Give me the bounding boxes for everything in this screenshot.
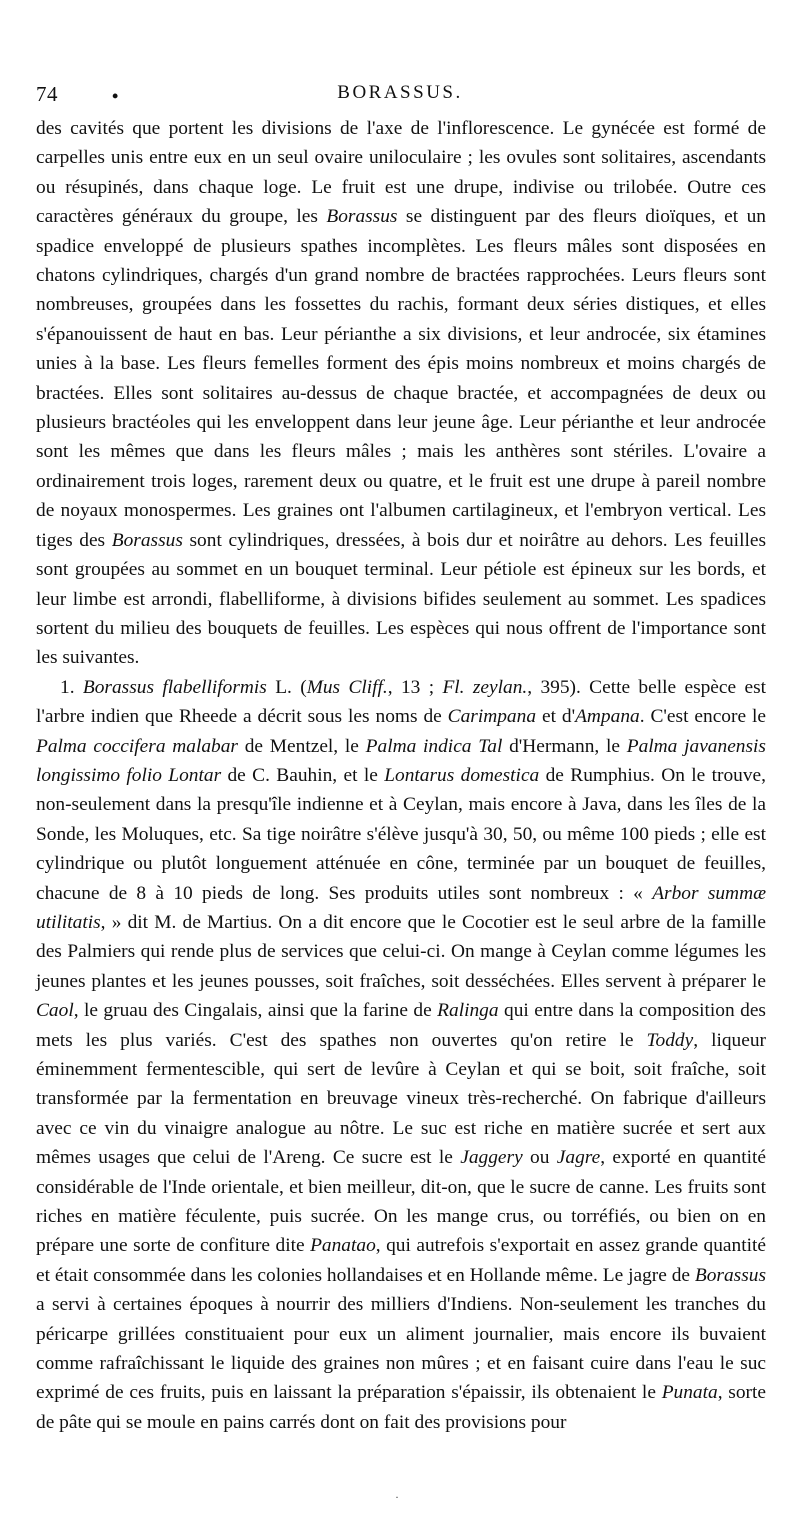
text-run: d'Hermann, le <box>502 735 627 757</box>
text-run: de Rumphius. On le trouve, non-seulement dans la presqu'île indienne et à Ceylan, mais encore à Java, dans les îles de la Sonde, les Moluques, etc. Sa tige noirâtre s'élève jusqu'à 30, 50, ou même 100 pieds ; elle est cylindrique ou plutôt longuement atténuée en cône, terminée par un bouquet de feuilles, chacune de 8 à 10 pieds de long. Ses produits utiles sont nombreux : « <box>36 764 767 904</box>
page-number: 74 <box>36 82 58 106</box>
italic-term: Palma indica Tal <box>365 735 503 757</box>
text-run: , qui autrefois s'exportait en assez grande quantité et était consommée dans les colonies hollandaises et en Hollande même. Le jagre de <box>36 1235 766 1286</box>
print-speck: · <box>395 1490 399 1504</box>
text-run: de Mentzel, le <box>237 735 366 757</box>
italic-term: Palma javanensis longissimo folio Lontar <box>36 735 766 786</box>
italic-term: Jagre <box>556 1147 601 1169</box>
italic-term: Jaggery <box>460 1147 523 1169</box>
text-run: , le gruau des Cingalais, ainsi que la farine de <box>73 1000 438 1022</box>
italic-term: Borassus <box>111 529 183 551</box>
italic-term: Mus Cliff. <box>306 676 388 698</box>
italic-term: Arbor summæ utilitatis <box>36 882 767 933</box>
italic-term: Punata <box>661 1382 718 1404</box>
italic-term: Toddy <box>646 1029 694 1051</box>
text-run: sont cylindriques, dressées, à bois dur et noirâtre au dehors. Les feuilles sont groupées au sommet en un bouquet terminal. Leur pétiole est épineux sur les bords, et leur limbe est arrondi, flabelliforme, à divisions bifides seulement au sommet. Les spadices sortent du milieu des bouquets de feuilles. Les espèces qui nous offrent de l'importance sont les suivantes. <box>36 529 766 669</box>
text-run: , 395). Cette belle espèce est l'arbre indien que Rheede a décrit sous les noms de <box>36 676 767 728</box>
text-run: qui entre dans la composition des mets les plus variés. C'est des spathes non ouvertes qu'on retire le <box>36 1000 766 1051</box>
italic-term: Ampana <box>575 706 640 728</box>
text-run: . C'est encore le <box>639 706 766 728</box>
text-run: , liqueur éminemment fermentescible, qui sert de levûre à Ceylan et qui se boit, soit fraîche, soit transformée par la fermentation en breuvage vineux très-recherché. On fabrique d'ailleurs avec ce vin du vinaigre analogue au nôtre. Le suc est riche en matière sucrée et sert aux mêmes usages que celui de l'Areng. Ce sucre est le <box>36 1029 766 1169</box>
text-run: de C. Bauhin, et le <box>221 764 385 786</box>
italic-term: Ralinga <box>437 1000 499 1022</box>
text-run: , exporté en quantité considérable de l'Inde orientale, et bien meilleur, dit-on, que le sucre de canne. Les fruits sont riches en matière féculente, puis sucrée. On les mange crus, ou torréfiés, ou bien on en prépare une sorte de confiture dite <box>36 1147 767 1257</box>
header-mark: • <box>112 86 119 106</box>
italic-term: Lontarus domestica <box>384 764 540 786</box>
text-run: , sorte de pâte qui se moule en pains carrés dont on fait des provisions pour <box>36 1382 766 1433</box>
italic-term: Fl. zeylan. <box>442 676 528 698</box>
paragraph-borassus-flabelliformis <box>36 673 766 1438</box>
body-text <box>36 114 766 1437</box>
text-run: ou <box>522 1147 557 1169</box>
italic-term: Panatao <box>310 1235 376 1257</box>
text-run: et d' <box>536 706 576 728</box>
page-header <box>36 82 764 112</box>
italic-term: Palma coccifera malabar <box>36 735 238 757</box>
text-run: 1. <box>60 676 83 698</box>
italic-term: Caol <box>36 1000 74 1022</box>
text-run: L. ( <box>266 676 307 698</box>
text-run: se distinguent par des fleurs dioïques, et un spadice enveloppé de plusieurs spathes incomplètes. Les fleurs mâles sont disposées en chatons cylindriques, chargés d'un grand nombre de bractées rapprochées. Leurs fleurs sont nombreuses, groupées dans les fossettes du rachis, formant deux séries distiques, et elles s'épanouissent de haut en bas. Leur périanthe a six divisions, et leur androcée, six étamines unies à la base. Les fleurs femelles forment des épis moins nombreux et moins chargés de bractées. Elles sont solitaires au-dessus de chaque bractée, et accompagnées de deux ou plusieurs bractéoles qui les enveloppent dans leur jeune âge. Leur périanthe et leur androcée sont les mêmes que dans les fleurs mâles ; mais les anthères sont stériles. L'ovaire a ordinairement trois loges, rarement deux ou quatre, et le fruit est une drupe à pareil nombre de noyaux monospermes. Les graines ont l'albumen cartilagineux, et l'embryon vertical. Les tiges des <box>36 206 767 551</box>
italic-term: Borassus flabelliformis <box>82 676 267 698</box>
paragraph-genus-description <box>36 114 766 673</box>
running-head: BORASSUS. <box>337 82 463 103</box>
italic-term: Carimpana <box>447 706 537 728</box>
italic-term: Borassus <box>326 206 398 228</box>
text-run: , 13 ; <box>387 676 443 698</box>
text-run: des cavités que portent les divisions de l'axe de l'inflorescence. Le gynécée est formé de carpelles unis entre eux en un seul ovaire uniloculaire ; les ovules sont solitaires, ascendants ou résupinés, dans chaque loge. Le fruit est une drupe, indivise ou trilobée. Outre ces caractères généraux du groupe, les <box>36 118 766 228</box>
text-run: , » dit M. de Martius. On a dit encore que le Cocotier est le seul arbre de la famille des Palmiers qui rende plus de services que celui-ci. On mange à Ceylan comme légumes les jeunes plantes et les jeunes pousses, soit fraîches, soit desséchées. Elles servent à préparer le <box>36 911 766 992</box>
text-run: a servi à certaines époques à nourrir des milliers d'Indiens. Non-seulement les tranches du péricarpe grillées constituaient pour eux un aliment journalier, mais encore ils buvaient comme rafraîchissant le liquide des graines non mûres ; et en faisant cuire dans l'eau le suc exprimé de ces fruits, puis en laissant la préparation s'épaissir, ils obtenaient le <box>36 1294 766 1404</box>
italic-term: Borassus <box>694 1264 766 1286</box>
